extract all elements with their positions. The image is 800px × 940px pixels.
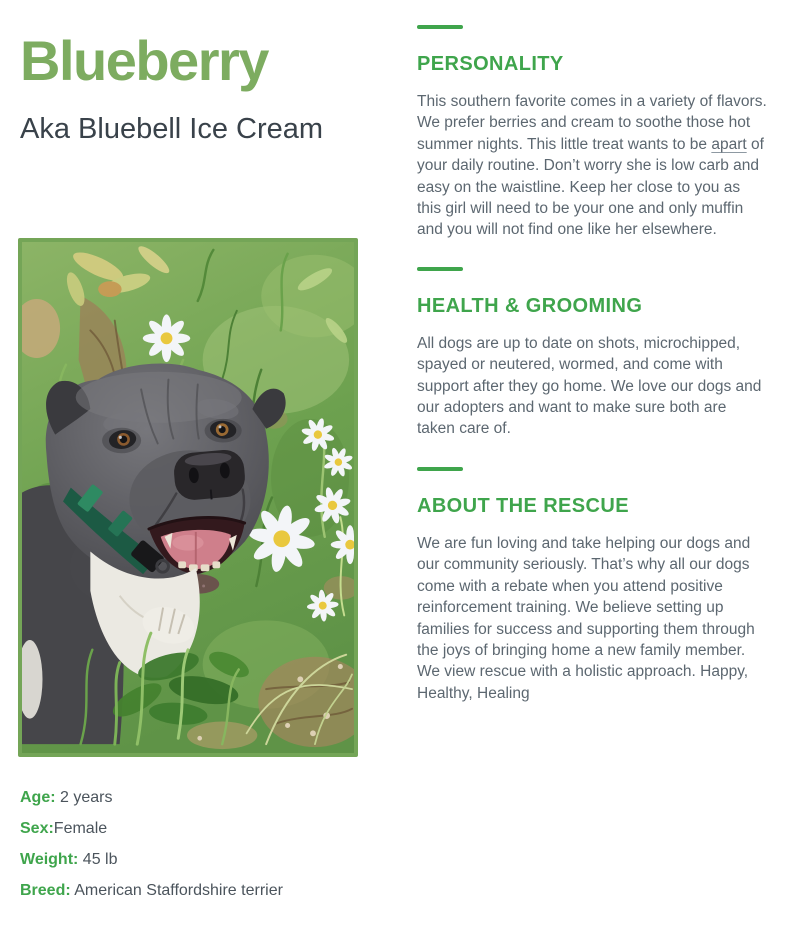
personality-heading: PERSONALITY	[417, 53, 564, 75]
personality-text-after: of your daily routine. Don’t worry she is low carb and easy on the waistline. Keep her close to you as this girl will need to be your one and only muffin and you will not find one like her elsewhere.	[417, 135, 764, 239]
stat-weight-value: 45 lb	[78, 851, 118, 868]
about-rescue-body: We are fun loving and take helping our dogs and our community seriously. That’s why all our dogs come with a rebate when you attend positive reinforcement training. We believe setting up families for success and supporting them through the joys of bringing home a new family member. We view rescue with a holistic approach. Happy, Healthy, Healing	[417, 534, 755, 702]
section-divider	[417, 25, 463, 29]
stat-sex-label: Sex:	[20, 820, 54, 837]
stat-age-label: Age:	[20, 789, 56, 806]
section-about-rescue	[417, 467, 767, 704]
section-divider	[417, 267, 463, 271]
underlined-word: apart	[711, 135, 747, 153]
stat-weight	[20, 850, 283, 869]
pet-photo	[18, 238, 358, 757]
stat-breed	[20, 881, 283, 900]
personality-text-before: This southern favorite comes in a variety of flavors. We prefer berries and cream to soothe those hot summer nights. This little treat wants to be	[417, 93, 767, 153]
section-health-grooming	[417, 267, 767, 440]
pet-name: Blueberry	[20, 29, 268, 92]
stat-age-value: 2 years	[55, 789, 113, 806]
section-personality	[417, 25, 767, 241]
health-grooming-body: All dogs are up to date on shots, microchipped, spayed or neutered, wormed, and come with support after they go home. We love our dogs and our adopters and want to make sure both are taken care of.	[417, 334, 762, 438]
personality-body	[417, 91, 767, 241]
dog-photo-illustration	[22, 242, 354, 753]
stat-breed-value: American Staffordshire terrier	[70, 882, 283, 899]
section-divider	[417, 467, 463, 471]
stat-sex-value: Female	[53, 820, 108, 837]
health-grooming-heading: HEALTH & GROOMING	[417, 294, 643, 317]
info-column	[417, 25, 767, 704]
stat-weight-label: Weight:	[20, 851, 79, 868]
stat-age	[20, 788, 283, 807]
pet-alias: Aka Bluebell Ice Cream	[20, 113, 324, 145]
stat-breed-label: Breed:	[20, 882, 71, 899]
about-rescue-heading: ABOUT THE RESCUE	[417, 494, 629, 517]
stat-sex	[20, 819, 283, 838]
pet-stats	[20, 788, 283, 912]
